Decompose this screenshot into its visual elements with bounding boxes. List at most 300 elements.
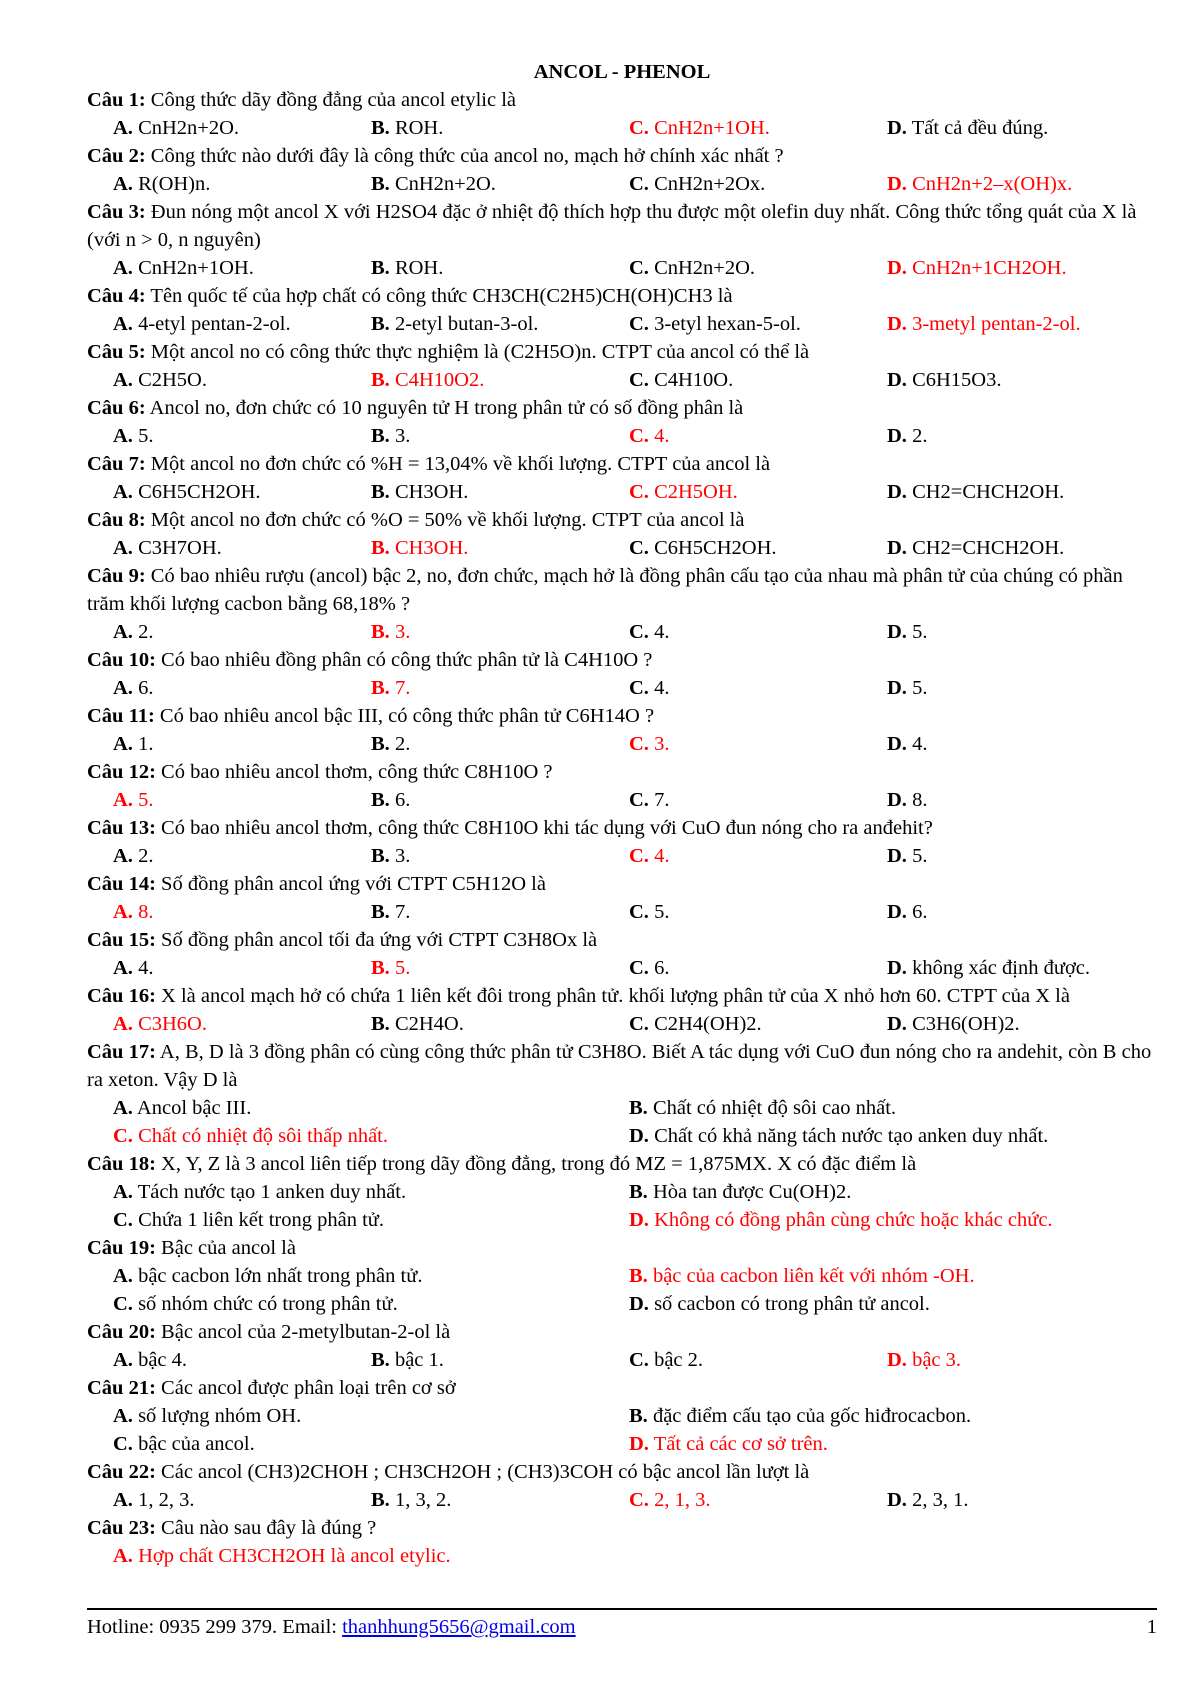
answer-option bbox=[371, 422, 629, 450]
question-text: Tên quốc tế của hợp chất có công thức CH3CH(C2H5)CH(OH)CH3 là bbox=[145, 285, 733, 307]
option-text: bậc 3. bbox=[906, 1349, 962, 1371]
option-letter: C. bbox=[629, 957, 649, 979]
option-letter: D. bbox=[887, 677, 907, 699]
options-row bbox=[87, 1178, 1157, 1206]
answer-option bbox=[371, 1010, 629, 1038]
option-text: 5. bbox=[132, 425, 154, 447]
answer-option bbox=[887, 366, 1001, 394]
options-row bbox=[87, 730, 1157, 758]
option-letter: B. bbox=[371, 789, 390, 811]
answer-option bbox=[113, 422, 371, 450]
option-text: 2. bbox=[906, 425, 928, 447]
question-20 bbox=[87, 1318, 1157, 1346]
option-text: 5. bbox=[389, 957, 411, 979]
answer-option bbox=[371, 310, 629, 338]
question-text: Có bao nhiêu ancol thơm, công thức C8H10O khi tác dụng với CuO đun nóng cho ra anđehit? bbox=[155, 817, 933, 839]
option-letter: A. bbox=[113, 621, 133, 643]
option-text: số lượng nhóm OH. bbox=[132, 1405, 302, 1427]
question-5 bbox=[87, 338, 1157, 366]
question-label: Câu 18: bbox=[87, 1153, 156, 1175]
option-text: C2H5OH. bbox=[648, 481, 738, 503]
question-label: Câu 10: bbox=[87, 649, 156, 671]
option-letter: A. bbox=[113, 1489, 133, 1511]
question-text: X, Y, Z là 3 ancol liên tiếp trong dãy đồng đẳng, trong đó MZ = 1,875MX. X có đặc điểm là bbox=[155, 1153, 917, 1175]
question-label: Câu 23: bbox=[87, 1517, 156, 1539]
question-text: Câu nào sau đây là đúng ? bbox=[155, 1517, 377, 1539]
option-letter: B. bbox=[371, 957, 390, 979]
question-15 bbox=[87, 926, 1157, 954]
option-text: 4-etyl pentan-2-ol. bbox=[132, 313, 291, 335]
question-4 bbox=[87, 282, 1157, 310]
answer-option bbox=[371, 478, 629, 506]
answer-option bbox=[371, 1346, 629, 1374]
question-label: Câu 6: bbox=[87, 397, 146, 419]
answer-option-correct bbox=[371, 366, 629, 394]
question-8 bbox=[87, 506, 1157, 534]
options-row bbox=[87, 254, 1157, 282]
options-row bbox=[87, 618, 1157, 646]
option-letter: C. bbox=[629, 845, 649, 867]
answer-option bbox=[629, 170, 887, 198]
option-text: bậc cacbon lớn nhất trong phân tử. bbox=[132, 1265, 423, 1287]
option-text: C3H6O. bbox=[132, 1013, 207, 1035]
question-label: Câu 13: bbox=[87, 817, 156, 839]
option-text: C2H4(OH)2. bbox=[648, 1013, 762, 1035]
answer-option bbox=[113, 254, 371, 282]
answer-option bbox=[371, 254, 629, 282]
option-letter: B. bbox=[371, 1489, 390, 1511]
option-text: C2H5O. bbox=[132, 369, 207, 391]
option-letter: B. bbox=[629, 1181, 648, 1203]
option-letter: D. bbox=[887, 257, 907, 279]
option-text: 8. bbox=[132, 901, 154, 923]
question-label: Câu 16: bbox=[87, 985, 156, 1007]
question-label: Câu 19: bbox=[87, 1237, 156, 1259]
option-letter: C. bbox=[629, 537, 649, 559]
option-text: Tất cả các cơ sở trên. bbox=[648, 1433, 828, 1455]
option-letter: A. bbox=[113, 901, 133, 923]
question-text: Có bao nhiêu đồng phân có công thức phân tử là C4H10O ? bbox=[155, 649, 653, 671]
option-letter: C. bbox=[629, 1013, 649, 1035]
answer-option bbox=[887, 954, 1090, 982]
option-letter: D. bbox=[887, 369, 907, 391]
option-text: 3. bbox=[389, 425, 411, 447]
options-row bbox=[87, 170, 1157, 198]
answer-option-correct bbox=[887, 1346, 961, 1374]
question-23 bbox=[87, 1514, 1157, 1542]
answer-option bbox=[629, 1290, 930, 1318]
option-letter: B. bbox=[629, 1405, 648, 1427]
question-text: Có bao nhiêu ancol thơm, công thức C8H10O ? bbox=[155, 761, 553, 783]
option-letter: D. bbox=[887, 1013, 907, 1035]
option-letter: D. bbox=[887, 789, 907, 811]
option-text: 5. bbox=[906, 621, 928, 643]
options-row bbox=[87, 114, 1157, 142]
answer-option bbox=[113, 310, 371, 338]
answer-option bbox=[113, 1430, 629, 1458]
option-text: ROH. bbox=[389, 117, 444, 139]
option-letter: B. bbox=[371, 313, 390, 335]
option-letter: B. bbox=[371, 257, 390, 279]
question-label: Câu 14: bbox=[87, 873, 156, 895]
options-row bbox=[87, 1402, 1157, 1430]
option-letter: B. bbox=[371, 369, 390, 391]
option-letter: C. bbox=[113, 1209, 133, 1231]
option-letter: B. bbox=[371, 845, 390, 867]
option-text: 7. bbox=[389, 677, 411, 699]
question-label: Câu 9: bbox=[87, 565, 146, 587]
option-letter: B. bbox=[371, 425, 390, 447]
option-letter: D. bbox=[887, 901, 907, 923]
answer-option bbox=[113, 618, 371, 646]
options-row bbox=[87, 1346, 1157, 1374]
option-text: C6H15O3. bbox=[906, 369, 1002, 391]
option-text: CnH2n+1CH2OH. bbox=[906, 257, 1067, 279]
option-text: CH2=CHCH2OH. bbox=[906, 537, 1065, 559]
option-letter: D. bbox=[887, 1489, 907, 1511]
option-letter: B. bbox=[371, 117, 390, 139]
answer-option bbox=[113, 366, 371, 394]
question-label: Câu 1: bbox=[87, 89, 146, 111]
option-text: 4. bbox=[906, 733, 928, 755]
option-text: CH2=CHCH2OH. bbox=[906, 481, 1065, 503]
option-letter: A. bbox=[113, 481, 133, 503]
option-letter: A. bbox=[113, 173, 133, 195]
option-text: 6. bbox=[389, 789, 411, 811]
answer-option-correct bbox=[629, 114, 887, 142]
answer-option-correct bbox=[629, 842, 887, 870]
answer-option bbox=[113, 170, 371, 198]
option-text: Hòa tan được Cu(OH)2. bbox=[647, 1181, 852, 1203]
options-row bbox=[87, 1262, 1157, 1290]
option-letter: C. bbox=[113, 1293, 133, 1315]
answer-option-correct bbox=[887, 170, 1072, 198]
option-text: bậc của cacbon liên kết với nhóm -OH. bbox=[647, 1265, 975, 1287]
question-label: Câu 11: bbox=[87, 705, 155, 727]
option-text: Hợp chất CH3CH2OH là ancol etylic. bbox=[132, 1545, 451, 1567]
option-letter: C. bbox=[629, 481, 649, 503]
answer-option bbox=[629, 1178, 851, 1206]
option-text: bậc của ancol. bbox=[132, 1433, 255, 1455]
page-number: 1 bbox=[1146, 1616, 1157, 1638]
question-text: Công thức dãy đồng đẳng của ancol etylic là bbox=[145, 89, 516, 111]
option-letter: D. bbox=[887, 537, 907, 559]
question-label: Câu 20: bbox=[87, 1321, 156, 1343]
answer-option-correct bbox=[629, 730, 887, 758]
option-text: bậc 1. bbox=[389, 1349, 444, 1371]
option-letter: D. bbox=[629, 1433, 649, 1455]
option-letter: A. bbox=[113, 1349, 133, 1371]
option-letter: A. bbox=[113, 369, 133, 391]
answer-option-correct bbox=[113, 898, 371, 926]
option-text: C3H6(OH)2. bbox=[906, 1013, 1020, 1035]
question-list bbox=[87, 86, 1157, 1570]
option-letter: A. bbox=[113, 1097, 133, 1119]
answer-option bbox=[371, 842, 629, 870]
answer-option bbox=[113, 674, 371, 702]
option-text: 1. bbox=[132, 733, 154, 755]
options-row bbox=[87, 478, 1157, 506]
option-text: Chứa 1 liên kết trong phân tử. bbox=[132, 1209, 385, 1231]
answer-option-correct bbox=[371, 534, 629, 562]
question-text: Có bao nhiêu rượu (ancol) bậc 2, no, đơn chức, mạch hở là đồng phân cấu tạo của nhau mà phân tử của chúng có phần trăm khối lượng cacbon bằng 68,18% ? bbox=[87, 565, 1123, 615]
option-text: 2, 3, 1. bbox=[906, 1489, 969, 1511]
answer-option bbox=[887, 422, 927, 450]
option-letter: D. bbox=[887, 733, 907, 755]
option-text: C4H10O. bbox=[648, 369, 734, 391]
answer-option bbox=[113, 1262, 629, 1290]
answer-option bbox=[113, 534, 371, 562]
question-14 bbox=[87, 870, 1157, 898]
option-text: CnH2n+2O. bbox=[389, 173, 496, 195]
options-row bbox=[87, 1430, 1157, 1458]
option-letter: D. bbox=[887, 425, 907, 447]
answer-option bbox=[887, 114, 1048, 142]
answer-option bbox=[629, 898, 887, 926]
option-text: 4. bbox=[648, 677, 670, 699]
answer-option bbox=[887, 898, 927, 926]
options-row bbox=[87, 1290, 1157, 1318]
option-letter: A. bbox=[113, 677, 133, 699]
answer-option bbox=[113, 1178, 629, 1206]
answer-option bbox=[887, 730, 927, 758]
answer-option bbox=[371, 170, 629, 198]
option-text: 1, 3, 2. bbox=[389, 1489, 452, 1511]
option-text: CnH2n+2O. bbox=[648, 257, 756, 279]
option-text: đặc điểm cấu tạo của gốc hiđrocacbon. bbox=[647, 1405, 972, 1427]
footer bbox=[87, 1613, 1157, 1641]
options-row bbox=[87, 1094, 1157, 1122]
option-text: 5. bbox=[906, 845, 928, 867]
answer-option bbox=[887, 674, 927, 702]
answer-option bbox=[113, 1486, 371, 1514]
option-letter: B. bbox=[371, 537, 390, 559]
question-label: Câu 4: bbox=[87, 285, 146, 307]
option-text: Chất có khả năng tách nước tạo anken duy nhất. bbox=[648, 1125, 1049, 1147]
answer-option bbox=[371, 1486, 629, 1514]
answer-option bbox=[887, 478, 1064, 506]
option-text: Tất cả đều đúng. bbox=[906, 117, 1049, 139]
option-text: 2. bbox=[132, 621, 154, 643]
answer-option bbox=[887, 1010, 1020, 1038]
option-letter: C. bbox=[629, 173, 649, 195]
option-letter: D. bbox=[887, 621, 907, 643]
option-text: 2. bbox=[132, 845, 154, 867]
option-text: CnH2n+1OH. bbox=[132, 257, 254, 279]
question-7 bbox=[87, 450, 1157, 478]
question-10 bbox=[87, 646, 1157, 674]
question-label: Câu 3: bbox=[87, 201, 146, 223]
option-letter: A. bbox=[113, 845, 133, 867]
answer-option-correct bbox=[113, 786, 371, 814]
question-label: Câu 17: bbox=[87, 1041, 156, 1063]
option-letter: D. bbox=[629, 1125, 649, 1147]
option-letter: B. bbox=[371, 481, 390, 503]
answer-option bbox=[887, 786, 927, 814]
option-text: 3. bbox=[389, 621, 411, 643]
question-text: Một ancol no đơn chức có %O = 50% về khối lượng. CTPT của ancol là bbox=[145, 509, 745, 531]
option-text: CnH2n+2Ox. bbox=[648, 173, 766, 195]
question-text: X là ancol mạch hở có chứa 1 liên kết đôi trong phân tử. khối lượng phân tử của X nhỏ hơn 60. CTPT của X là bbox=[155, 985, 1070, 1007]
option-letter: A. bbox=[113, 257, 133, 279]
option-letter: D. bbox=[629, 1209, 649, 1231]
option-text: 2-etyl butan-3-ol. bbox=[389, 313, 539, 335]
answer-option-correct bbox=[629, 422, 887, 450]
question-label: Câu 5: bbox=[87, 341, 146, 363]
answer-option-correct bbox=[113, 1122, 629, 1150]
option-text: C2H4O. bbox=[389, 1013, 464, 1035]
answer-option bbox=[371, 898, 629, 926]
option-letter: A. bbox=[113, 1013, 133, 1035]
option-letter: C. bbox=[629, 621, 649, 643]
answer-option bbox=[887, 618, 927, 646]
option-letter: D. bbox=[629, 1293, 649, 1315]
option-text: 5. bbox=[648, 901, 670, 923]
answer-option-correct bbox=[371, 674, 629, 702]
option-text: 7. bbox=[648, 789, 670, 811]
answer-option bbox=[371, 730, 629, 758]
option-text: C3H7OH. bbox=[132, 537, 222, 559]
option-letter: B. bbox=[371, 901, 390, 923]
option-letter: A. bbox=[113, 1181, 133, 1203]
footer-email-link[interactable]: thanhhung5656@gmail.com bbox=[342, 1616, 576, 1638]
answer-option bbox=[113, 730, 371, 758]
option-text: 1, 2, 3. bbox=[132, 1489, 195, 1511]
option-letter: C. bbox=[629, 733, 649, 755]
option-letter: A. bbox=[113, 733, 133, 755]
answer-option bbox=[629, 674, 887, 702]
answer-option bbox=[371, 786, 629, 814]
question-9 bbox=[87, 562, 1157, 618]
question-12 bbox=[87, 758, 1157, 786]
option-text: C6H5CH2OH. bbox=[648, 537, 777, 559]
answer-option bbox=[113, 114, 371, 142]
question-label: Câu 22: bbox=[87, 1461, 156, 1483]
options-row bbox=[87, 898, 1157, 926]
answer-option bbox=[629, 1010, 887, 1038]
option-text: ROH. bbox=[389, 257, 444, 279]
option-letter: A. bbox=[113, 789, 133, 811]
options-row bbox=[87, 422, 1157, 450]
answer-option bbox=[113, 1346, 371, 1374]
answer-option bbox=[629, 786, 887, 814]
options-row bbox=[87, 786, 1157, 814]
option-text: 2, 1, 3. bbox=[648, 1489, 711, 1511]
option-letter: C. bbox=[629, 313, 649, 335]
question-22 bbox=[87, 1458, 1157, 1486]
option-letter: C. bbox=[629, 1349, 649, 1371]
question-label: Câu 2: bbox=[87, 145, 146, 167]
question-label: Câu 12: bbox=[87, 761, 156, 783]
option-letter: A. bbox=[113, 425, 133, 447]
question-text: Một ancol no có công thức thực nghiệm là (C2H5O)n. CTPT của ancol có thể là bbox=[145, 341, 810, 363]
option-text: C6H5CH2OH. bbox=[132, 481, 261, 503]
option-text: 5. bbox=[132, 789, 154, 811]
option-letter: C. bbox=[629, 425, 649, 447]
option-text: CH3OH. bbox=[389, 537, 469, 559]
answer-option-correct bbox=[629, 1486, 887, 1514]
option-letter: A. bbox=[113, 957, 133, 979]
option-letter: A. bbox=[113, 1265, 133, 1287]
option-letter: A. bbox=[113, 313, 133, 335]
options-row bbox=[87, 1542, 1157, 1570]
option-text: 4. bbox=[132, 957, 154, 979]
answer-option bbox=[629, 254, 887, 282]
options-row bbox=[87, 534, 1157, 562]
option-text: 3-etyl hexan-5-ol. bbox=[648, 313, 801, 335]
question-1 bbox=[87, 86, 1157, 114]
option-letter: C. bbox=[113, 1433, 133, 1455]
answer-option bbox=[629, 954, 887, 982]
options-row bbox=[87, 842, 1157, 870]
question-6 bbox=[87, 394, 1157, 422]
footer-hotline: Hotline: 0935 299 379. Email: bbox=[87, 1616, 343, 1638]
question-21 bbox=[87, 1374, 1157, 1402]
options-row bbox=[87, 1206, 1157, 1234]
answer-option bbox=[629, 534, 887, 562]
options-row bbox=[87, 1486, 1157, 1514]
document-content bbox=[87, 58, 1157, 1570]
question-text: Các ancol (CH3)2CHOH ; CH3CH2OH ; (CH3)3COH có bậc ancol lần lượt là bbox=[155, 1461, 810, 1483]
footer-contact bbox=[87, 1613, 576, 1641]
options-row bbox=[87, 1010, 1157, 1038]
options-row bbox=[87, 1122, 1157, 1150]
question-label: Câu 7: bbox=[87, 453, 146, 475]
answer-option bbox=[113, 1290, 629, 1318]
option-letter: C. bbox=[629, 117, 649, 139]
question-17 bbox=[87, 1038, 1157, 1094]
question-text: Số đồng phân ancol ứng với CTPT C5H12O là bbox=[155, 873, 546, 895]
answer-option bbox=[629, 1346, 887, 1374]
option-letter: D. bbox=[887, 845, 907, 867]
question-text: Có bao nhiêu ancol bậc III, có công thức phân tử C6H14O ? bbox=[154, 705, 655, 727]
answer-option bbox=[629, 1122, 1048, 1150]
question-label: Câu 8: bbox=[87, 509, 146, 531]
answer-option-correct bbox=[887, 254, 1067, 282]
option-letter: D. bbox=[887, 173, 907, 195]
option-text: R(OH)n. bbox=[132, 173, 211, 195]
question-text: Bậc ancol của 2-metylbutan-2-ol là bbox=[155, 1321, 451, 1343]
answer-option bbox=[629, 1402, 971, 1430]
option-text: 3. bbox=[648, 733, 670, 755]
question-3 bbox=[87, 198, 1157, 254]
answer-option-correct bbox=[113, 1542, 1153, 1570]
option-letter: A. bbox=[113, 537, 133, 559]
option-text: 2. bbox=[389, 733, 411, 755]
option-letter: D. bbox=[887, 1349, 907, 1371]
option-letter: C. bbox=[629, 901, 649, 923]
options-row bbox=[87, 366, 1157, 394]
question-13 bbox=[87, 814, 1157, 842]
question-label: Câu 15: bbox=[87, 929, 156, 951]
option-text: 6. bbox=[906, 901, 928, 923]
answer-option-correct bbox=[629, 1262, 975, 1290]
question-text: Một ancol no đơn chức có %H = 13,04% về khối lượng. CTPT của ancol là bbox=[145, 453, 771, 475]
question-19 bbox=[87, 1234, 1157, 1262]
answer-option bbox=[113, 1094, 629, 1122]
question-2 bbox=[87, 142, 1157, 170]
option-text: không xác định được. bbox=[906, 957, 1091, 979]
answer-option-correct bbox=[629, 1206, 1053, 1234]
question-text: A, B, D là 3 đồng phân có cùng công thức phân tử C3H8O. Biết A tác dụng với CuO đun nóng cho ra andehit, còn B cho ra xeton. Vậy D là bbox=[87, 1041, 1152, 1091]
option-letter: C. bbox=[629, 677, 649, 699]
options-row bbox=[87, 674, 1157, 702]
option-letter: B. bbox=[371, 173, 390, 195]
answer-option bbox=[629, 1094, 896, 1122]
answer-option bbox=[113, 1402, 629, 1430]
option-text: bậc 4. bbox=[132, 1349, 188, 1371]
option-letter: B. bbox=[371, 733, 390, 755]
